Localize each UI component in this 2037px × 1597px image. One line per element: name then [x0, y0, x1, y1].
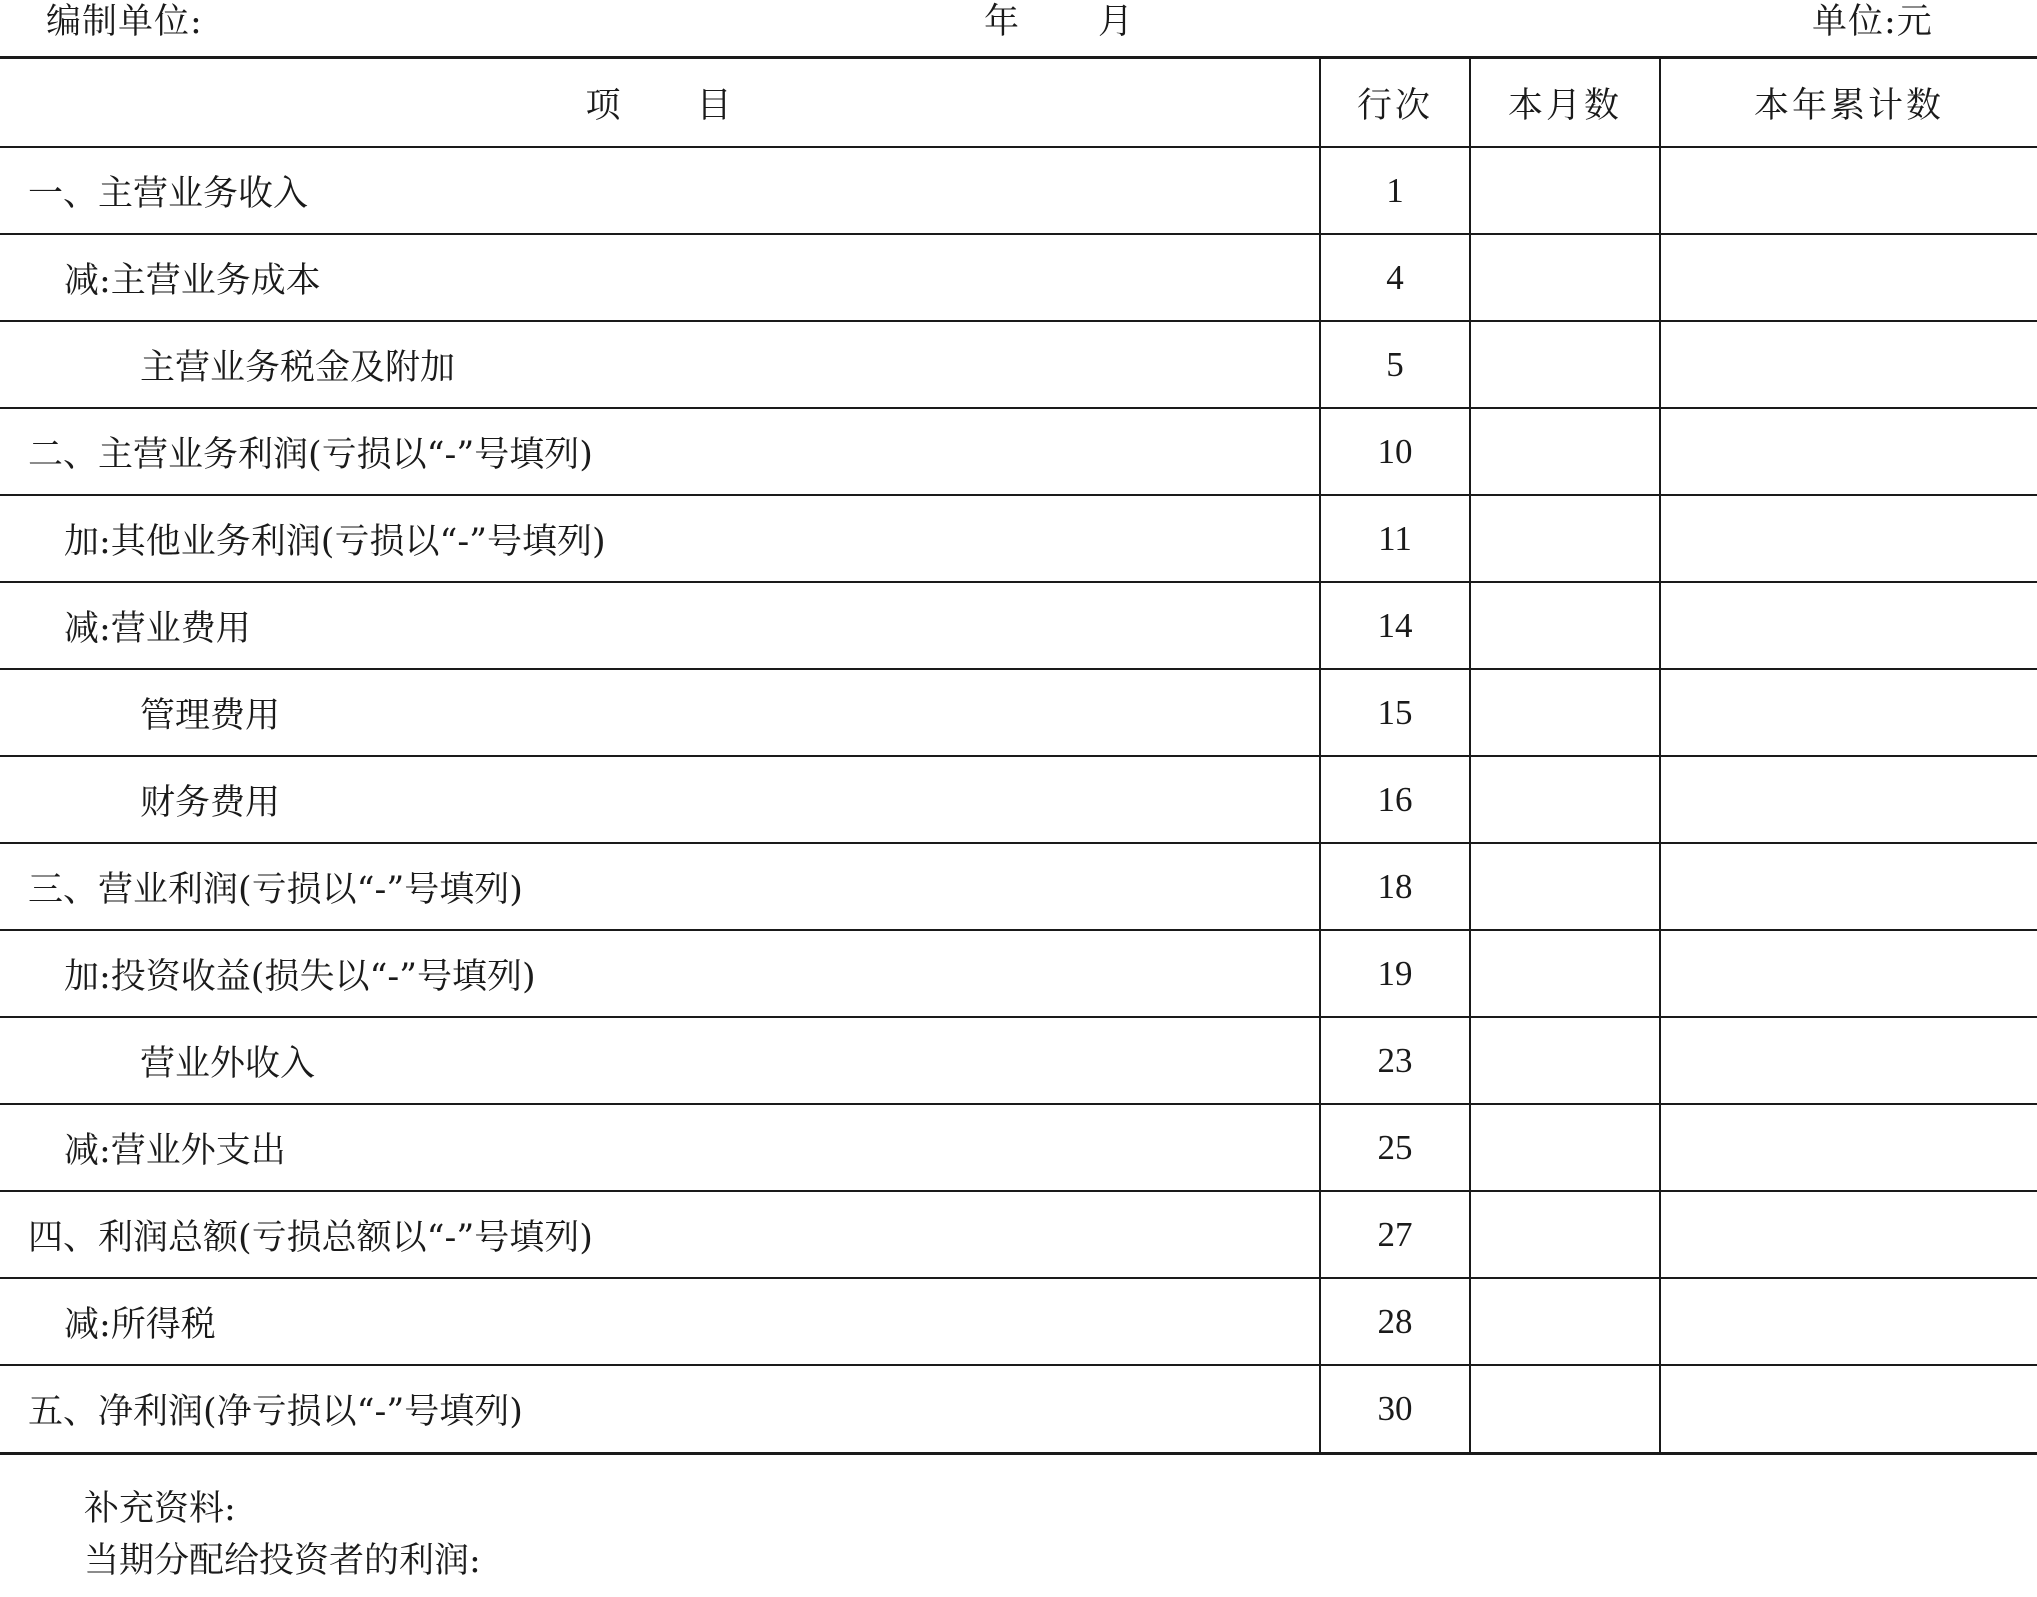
table-row	[0, 1278, 2037, 1365]
table-row	[0, 1104, 2037, 1191]
row-line-number: 23	[1320, 1017, 1470, 1104]
row-item-label: 财务费用	[0, 756, 1320, 843]
column-header-current-month: 本月数	[1470, 59, 1660, 147]
table-row	[0, 1365, 2037, 1452]
row-current-month-cell[interactable]	[1470, 930, 1660, 1017]
table-row	[0, 843, 2037, 930]
row-year-to-date-cell[interactable]	[1660, 1104, 2037, 1191]
row-line-number: 14	[1320, 582, 1470, 669]
table-row	[0, 147, 2037, 234]
row-year-to-date-cell[interactable]	[1660, 1365, 2037, 1452]
row-current-month-cell[interactable]	[1470, 234, 1660, 321]
row-item-label: 四、利润总额(亏损总额以“-”号填列)	[0, 1191, 1320, 1278]
row-year-to-date-cell[interactable]	[1660, 669, 2037, 756]
report-header	[0, 0, 2037, 58]
row-year-to-date-cell[interactable]	[1660, 582, 2037, 669]
row-year-to-date-cell[interactable]	[1660, 1278, 2037, 1365]
row-year-to-date-cell[interactable]	[1660, 321, 2037, 408]
table-header-row	[0, 59, 2037, 147]
row-line-number: 18	[1320, 843, 1470, 930]
row-current-month-cell[interactable]	[1470, 1191, 1660, 1278]
column-header-item: 项 目	[0, 59, 1320, 147]
row-item-label: 加:其他业务利润(亏损以“-”号填列)	[0, 495, 1320, 582]
table-row	[0, 234, 2037, 321]
row-current-month-cell[interactable]	[1470, 582, 1660, 669]
column-header-line-no: 行次	[1320, 59, 1470, 147]
row-line-number: 27	[1320, 1191, 1470, 1278]
row-item-label: 减:主营业务成本	[0, 234, 1320, 321]
row-current-month-cell[interactable]	[1470, 1278, 1660, 1365]
table-row	[0, 582, 2037, 669]
table-row	[0, 756, 2037, 843]
table-row	[0, 495, 2037, 582]
column-header-year-to-date: 本年累计数	[1660, 59, 2037, 147]
table-row	[0, 669, 2037, 756]
table-row	[0, 930, 2037, 1017]
row-item-label: 减:营业费用	[0, 582, 1320, 669]
row-year-to-date-cell[interactable]	[1660, 234, 2037, 321]
table-row	[0, 408, 2037, 495]
row-line-number: 28	[1320, 1278, 1470, 1365]
supplementary-label: 补充资料:	[84, 1489, 236, 1529]
row-item-label: 一、主营业务收入	[0, 147, 1320, 234]
row-year-to-date-cell[interactable]	[1660, 930, 2037, 1017]
row-line-number: 25	[1320, 1104, 1470, 1191]
row-line-number: 1	[1320, 147, 1470, 234]
row-line-number: 16	[1320, 756, 1470, 843]
table-row	[0, 1191, 2037, 1278]
row-current-month-cell[interactable]	[1470, 756, 1660, 843]
row-current-month-cell[interactable]	[1470, 495, 1660, 582]
row-item-label: 主营业务税金及附加	[0, 321, 1320, 408]
table-row	[0, 1017, 2037, 1104]
row-item-label: 五、净利润(净亏损以“-”号填列)	[28, 1392, 523, 1432]
profit-distributed-label: 当期分配给投资者的利润:	[84, 1541, 481, 1581]
table-body	[0, 147, 2037, 1452]
row-current-month-cell[interactable]	[1470, 1017, 1660, 1104]
row-year-to-date-cell[interactable]	[1660, 843, 2037, 930]
row-line-number: 19	[1320, 930, 1470, 1017]
row-current-month-cell[interactable]	[1470, 669, 1660, 756]
row-year-to-date-cell[interactable]	[1660, 408, 2037, 495]
row-year-to-date-cell[interactable]	[1660, 756, 2037, 843]
table-row	[0, 321, 2037, 408]
period-month-label: 月	[1098, 2, 1135, 42]
row-year-to-date-cell[interactable]	[1660, 1017, 2037, 1104]
row-line-number: 11	[1320, 495, 1470, 582]
currency-unit-label: 单位:元	[1812, 2, 1933, 42]
row-item-label: 二、主营业务利润(亏损以“-”号填列)	[0, 408, 1320, 495]
row-item-label: 营业外收入	[0, 1017, 1320, 1104]
supplementary-notes	[84, 1484, 481, 1588]
row-year-to-date-cell[interactable]	[1660, 147, 2037, 234]
row-current-month-cell[interactable]	[1470, 1104, 1660, 1191]
income-statement-sheet	[0, 56, 2037, 1455]
row-current-month-cell[interactable]	[1470, 408, 1660, 495]
row-item-label: 管理费用	[0, 669, 1320, 756]
row-year-to-date-cell[interactable]	[1660, 495, 2037, 582]
row-current-month-cell[interactable]	[1470, 843, 1660, 930]
row-line-number: 30	[1320, 1365, 1470, 1452]
row-current-month-cell[interactable]	[1470, 147, 1660, 234]
row-item-label: 加:投资收益(损失以“-”号填列)	[0, 930, 1320, 1017]
row-line-number: 4	[1320, 234, 1470, 321]
row-current-month-cell[interactable]	[1470, 1365, 1660, 1452]
row-item-label: 减:所得税	[0, 1278, 1320, 1365]
row-item-label: 减:营业外支出	[0, 1104, 1320, 1191]
row-year-to-date-cell[interactable]	[1660, 1191, 2037, 1278]
row-current-month-cell[interactable]	[1470, 321, 1660, 408]
income-statement-table	[0, 59, 2037, 1452]
period-year-label: 年	[984, 2, 1021, 42]
preparing-unit-label: 编制单位:	[46, 2, 203, 42]
row-line-number: 10	[1320, 408, 1470, 495]
row-item-label: 三、营业利润(亏损以“-”号填列)	[0, 843, 1320, 930]
row-line-number: 15	[1320, 669, 1470, 756]
row-line-number: 5	[1320, 321, 1470, 408]
